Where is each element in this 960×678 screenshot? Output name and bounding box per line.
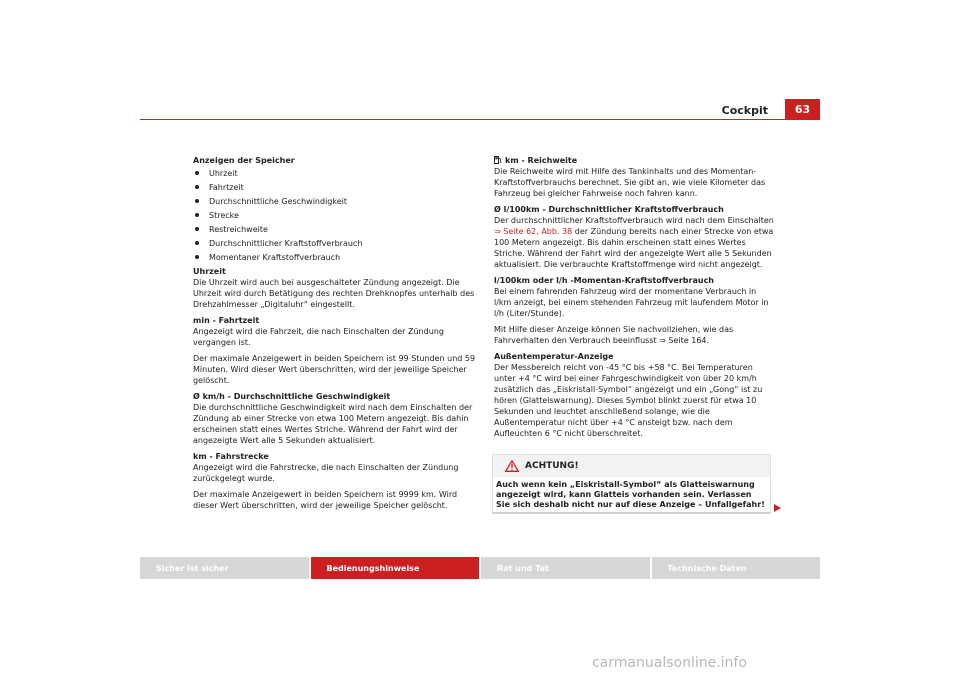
page-reference-link[interactable]: ⇒ Seite 62, Abb. 38 [494,227,573,236]
fuel-pump-icon [494,156,502,164]
distance-text-1: Angezeigt wird die Fahrstrecke, die nach Einschalten der Zündung zurückgelegt wurde. [193,463,459,483]
watermark: carmanualsonline.info [592,655,747,671]
temp-text: Der Messbereich reicht von -45 °C bis +58 °C. Bei Temperaturen unter +4 °C wird bei einer Fahrgeschwindigkeit von über 20 km/h zusätzlich das „Eiskristall-Symbol“ angezeigt und ein „Gong“ ist zu hören (Glatteiswarnung). Dieses Symbol blinkt zuerst für etwa 10 Sekunden und leuchtet anschließend solange, wie die Außentemperatur nicht über +4 °C ansteigt bzw. nach dem Aufleuchten 6 °C nicht überschreitet. [494,363,763,438]
bullet-icon [195,185,199,189]
tab-sicher-ist-sicher[interactable]: Sicher ist sicher [140,557,309,579]
distance-heading: km - Fahrstrecke [193,452,269,461]
bullet-icon [195,241,199,245]
range-text: Die Reichweite wird mit Hilfe des Tankinhalts und des Momentan-Kraftstoffverbrauchs berechnet. Sie gibt an, wie viele Kilometer das Fahrzeug bei gleicher Fahrweise noch fahren kann. [494,167,766,198]
bullet-icon [195,171,199,175]
drivetime-text-1: Angezeigt wird die Fahrzeit, die nach Einschalten der Zündung vergangen ist. [193,327,444,347]
tab-rat-und-tat[interactable]: Rat und Tat [481,557,650,579]
warning-text: Auch wenn kein „Eiskristall-Symbol“ als Glatteiswarnung angezeigt wird, kann Glatteis vorhanden sein. Verlassen Sie sich deshalb nicht nur auf diese Anzeige – Unfallgefahr! [496,480,765,509]
list-item-label: Fahrtzeit [209,183,244,192]
avgspeed-heading: Ø km/h - Durchschnittliche Geschwindigkeit [193,392,391,401]
clock-heading: Uhrzeit [193,267,226,276]
curcons-text-2: Mit Hilfe dieser Anzeige können Sie nachvollziehen, wie das Fahrverhalten den Verbrauch beeinflusst ⇒ Seite 164. [494,325,734,345]
list-item [193,182,478,193]
range-heading: km - Reichweite [505,156,578,165]
memory-heading: Anzeigen der Speicher [193,156,295,165]
next-page-arrow-icon[interactable] [774,504,781,512]
warning-box [492,454,771,514]
left-column [193,155,478,511]
list-item-label: Momentaner Kraftstoffverbrauch [209,253,341,262]
warning-triangle-icon [505,460,519,472]
right-column [494,155,774,439]
footer-nav [140,557,820,579]
bullet-icon [195,199,199,203]
bullet-icon [195,255,199,259]
list-item [193,210,478,221]
memory-list [193,168,478,263]
list-item-label: Strecke [209,211,239,220]
list-item-label: Restreichweite [209,225,268,234]
curcons-text-1: Bei einem fahrenden Fahrzeug wird der momentane Verbrauch in l/km anzeigt, bei einem stehenden Fahrzeug mit laufendem Motor in l/h (Liter/Stunde). [494,287,769,318]
clock-text: Die Uhrzeit wird auch bei ausgeschalteter Zündung angezeigt. Die Uhrzeit wird durch Betätigung des rechten Drehknopfes unterhalb des Drehzahlmesser „Digitaluhr“ eingestellt. [193,278,475,309]
list-item [193,238,478,249]
list-item [193,224,478,235]
list-item-label: Durchschnittlicher Kraftstoffverbrauch [209,239,363,248]
drivetime-heading: min - Fahrtzeit [193,316,260,325]
list-item [193,196,478,207]
bullet-icon [195,213,199,217]
page-number: 63 [785,99,820,119]
tab-bedienungshinweise[interactable]: Bedienungshinweise [311,557,480,579]
avgcons-text-a: Der durchschnittlicher Kraftstoffverbrauch wird nach dem Einschalten [494,216,774,225]
avgcons-text [494,215,774,270]
range-heading-row [494,155,774,166]
header-rule [140,119,820,120]
tab-technische-daten[interactable]: Technische Daten [652,557,821,579]
warning-header [493,455,770,477]
list-item-label: Durchschnittliche Geschwindigkeit [209,197,347,206]
warning-title: ACHTUNG! [525,461,579,471]
avgspeed-text: Die durchschnittliche Geschwindigkeit wird nach dem Einschalten der Zündung ab einer Strecke von etwa 100 Metern angezeigt. Bis dahin erscheinen statt eines Wertes Striche. Während der Fahrt wird der angezeigte Wert alle 5 Sekunden aktualisiert. [193,403,473,445]
list-item-label: Uhrzeit [209,169,238,178]
page-header-title: Cockpit [721,104,768,117]
temp-heading: Außentemperatur-Anzeige [494,352,614,361]
curcons-heading: l/100km oder l/h -Momentan-Kraftstoffverbrauch [494,276,714,285]
drivetime-text-2: Der maximale Anzeigewert in beiden Speichern ist 99 Stunden und 59 Minuten. Wird dieser Wert überschritten, wird der jeweilige Speicher gelöscht. [193,354,476,385]
bullet-icon [195,227,199,231]
avgcons-heading: Ø l/100km - Durchschnittlicher Kraftstoffverbrauch [494,205,724,214]
avgcons-text-b: der Zündung bereits nach einer Strecke von etwa 100 Metern angezeigt. Bis dahin erscheinen statt eines Wertes Striche. Während der Fahrt wird der angezeigte Wert alle 5 Sekunden aktualisiert. Die verbrauchte Kraftstoffmenge wird nicht angezeigt. [494,227,774,269]
distance-text-2: Der maximale Anzeigewert in beiden Speichern ist 9999 km. Wird dieser Wert überschritten, wird der jeweilige Speicher gelöscht. [193,490,458,510]
list-item [193,168,478,179]
list-item [193,252,478,263]
